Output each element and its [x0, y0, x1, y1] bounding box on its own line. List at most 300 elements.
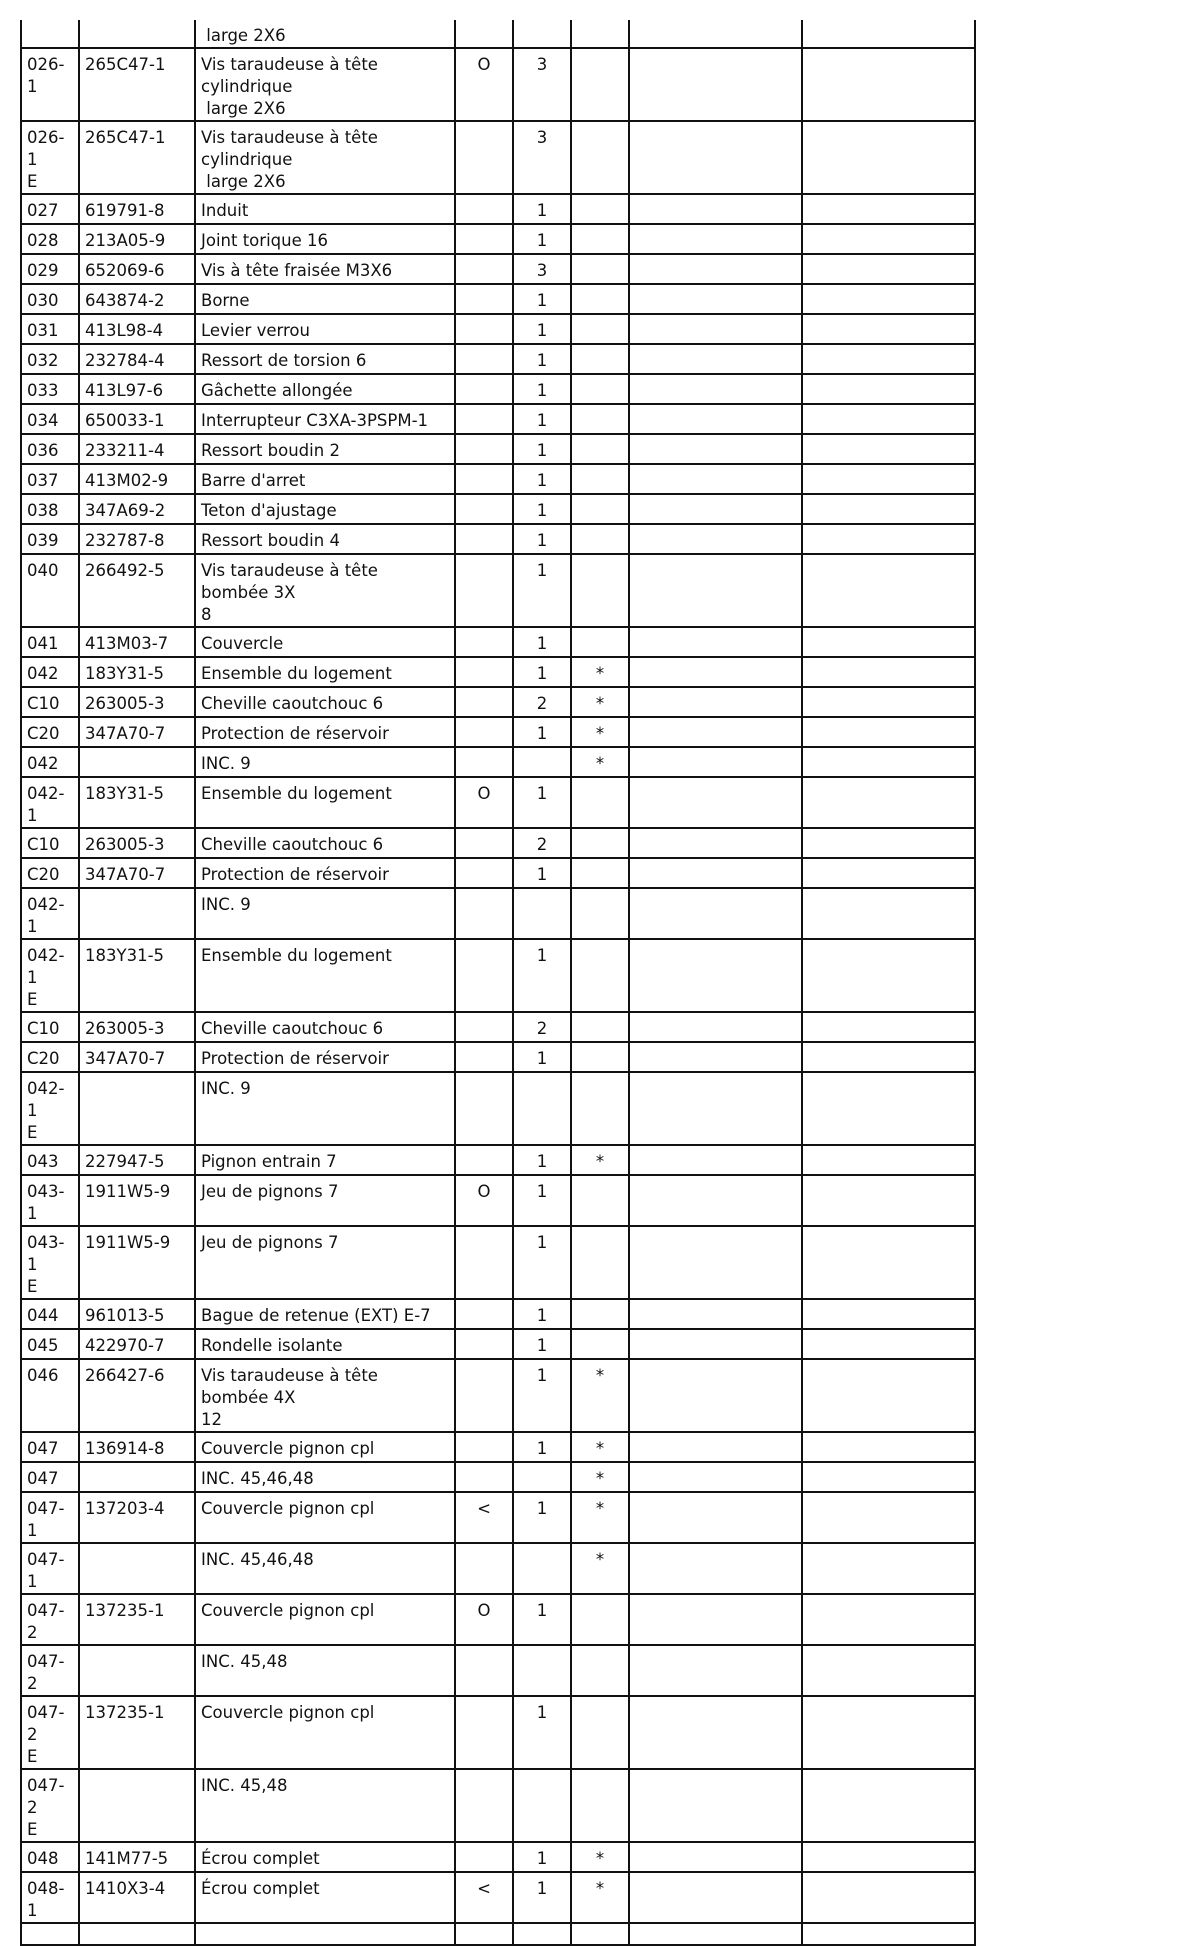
note-cell [629, 717, 802, 747]
option-mark [455, 1769, 513, 1842]
remark-cell [802, 1543, 975, 1594]
quantity [513, 1072, 571, 1145]
item-code: 026-1 E [21, 121, 79, 194]
quantity: 1 [513, 1175, 571, 1226]
change-mark [571, 194, 629, 224]
option-mark [455, 1432, 513, 1462]
remark-cell [802, 1145, 975, 1175]
table-row [21, 858, 975, 888]
description: Jeu de pignons 7 [195, 1226, 455, 1299]
parts-table-body [21, 20, 975, 1945]
change-mark [571, 1012, 629, 1042]
remark-cell [802, 1492, 975, 1543]
description: Ressort de torsion 6 [195, 344, 455, 374]
quantity: 1 [513, 284, 571, 314]
note-cell [629, 1299, 802, 1329]
note-cell [629, 1226, 802, 1299]
item-code: C10 [21, 687, 79, 717]
remark-cell [802, 1432, 975, 1462]
item-code: 042 [21, 657, 79, 687]
table-row [21, 524, 975, 554]
part-number: 213A05-9 [79, 224, 195, 254]
part-number [79, 1645, 195, 1696]
note-cell [629, 1145, 802, 1175]
part-number: 650033-1 [79, 404, 195, 434]
description: INC. 45,48 [195, 1769, 455, 1842]
option-mark [455, 858, 513, 888]
option-mark [455, 1462, 513, 1492]
quantity: 3 [513, 48, 571, 121]
change-mark [571, 314, 629, 344]
remark-cell [802, 687, 975, 717]
item-code: 045 [21, 1329, 79, 1359]
item-code: 048 [21, 1842, 79, 1872]
table-row [21, 888, 975, 939]
note-cell [629, 888, 802, 939]
option-mark [455, 404, 513, 434]
table-row [21, 224, 975, 254]
note-cell [629, 657, 802, 687]
note-cell [629, 1072, 802, 1145]
remark-cell [802, 1012, 975, 1042]
note-cell [629, 48, 802, 121]
part-number: 232784-4 [79, 344, 195, 374]
note-cell [629, 1359, 802, 1432]
description: Écrou complet [195, 1872, 455, 1923]
table-row [21, 194, 975, 224]
description: INC. 45,46,48 [195, 1543, 455, 1594]
note-cell [629, 828, 802, 858]
table-row [21, 1872, 975, 1923]
table-row [21, 657, 975, 687]
description: Cheville caoutchouc 6 [195, 828, 455, 858]
quantity: 1 [513, 858, 571, 888]
item-code: 027 [21, 194, 79, 224]
change-mark [571, 1072, 629, 1145]
option-mark [455, 194, 513, 224]
part-number: 413L97-6 [79, 374, 195, 404]
quantity: 1 [513, 1696, 571, 1769]
part-number: 263005-3 [79, 1012, 195, 1042]
change-mark [571, 1923, 629, 1945]
change-mark: * [571, 1492, 629, 1543]
part-number: 619791-8 [79, 194, 195, 224]
option-mark [455, 434, 513, 464]
remark-cell [802, 858, 975, 888]
change-mark [571, 858, 629, 888]
quantity: 1 [513, 939, 571, 1012]
option-mark [455, 1645, 513, 1696]
item-code: 042-1 E [21, 1072, 79, 1145]
quantity: 1 [513, 1226, 571, 1299]
remark-cell [802, 1072, 975, 1145]
part-number: 652069-6 [79, 254, 195, 284]
note-cell [629, 858, 802, 888]
table-row [21, 374, 975, 404]
part-number [79, 1543, 195, 1594]
quantity [513, 20, 571, 48]
item-code: 026-1 [21, 48, 79, 121]
item-code: 030 [21, 284, 79, 314]
parts-table [20, 20, 976, 1946]
change-mark [571, 939, 629, 1012]
table-row [21, 1145, 975, 1175]
note-cell [629, 404, 802, 434]
option-mark [455, 1359, 513, 1432]
part-number: 422970-7 [79, 1329, 195, 1359]
note-cell [629, 1645, 802, 1696]
part-number: 413L98-4 [79, 314, 195, 344]
option-mark: O [455, 777, 513, 828]
change-mark [571, 20, 629, 48]
remark-cell [802, 464, 975, 494]
part-number: 347A70-7 [79, 858, 195, 888]
part-number [79, 1923, 195, 1945]
remark-cell [802, 1175, 975, 1226]
description: Gâchette allongée [195, 374, 455, 404]
remark-cell [802, 374, 975, 404]
part-number: 1911W5-9 [79, 1226, 195, 1299]
change-mark [571, 1769, 629, 1842]
remark-cell [802, 434, 975, 464]
description: Vis à tête fraisée M3X6 [195, 254, 455, 284]
remark-cell [802, 554, 975, 627]
remark-cell [802, 194, 975, 224]
note-cell [629, 1329, 802, 1359]
change-mark: * [571, 1462, 629, 1492]
table-row [21, 254, 975, 284]
change-mark: * [571, 1359, 629, 1432]
quantity: 1 [513, 554, 571, 627]
note-cell [629, 554, 802, 627]
description: Cheville caoutchouc 6 [195, 687, 455, 717]
change-mark [571, 344, 629, 374]
note-cell [629, 1923, 802, 1945]
table-row [21, 1329, 975, 1359]
part-number [79, 1462, 195, 1492]
quantity: 1 [513, 224, 571, 254]
remark-cell [802, 494, 975, 524]
quantity [513, 1923, 571, 1945]
description: Protection de réservoir [195, 1042, 455, 1072]
option-mark [455, 464, 513, 494]
note-cell [629, 1872, 802, 1923]
quantity: 1 [513, 657, 571, 687]
item-code: 040 [21, 554, 79, 627]
remark-cell [802, 1462, 975, 1492]
part-number: 141M77-5 [79, 1842, 195, 1872]
option-mark: O [455, 48, 513, 121]
quantity: 1 [513, 404, 571, 434]
change-mark: * [571, 687, 629, 717]
quantity: 1 [513, 1872, 571, 1923]
remark-cell [802, 939, 975, 1012]
option-mark [455, 1543, 513, 1594]
table-row [21, 828, 975, 858]
option-mark [455, 939, 513, 1012]
quantity: 2 [513, 828, 571, 858]
option-mark [455, 888, 513, 939]
quantity: 1 [513, 374, 571, 404]
description: Ensemble du logement [195, 657, 455, 687]
note-cell [629, 687, 802, 717]
item-code: 042-1 E [21, 939, 79, 1012]
remark-cell [802, 48, 975, 121]
remark-cell [802, 284, 975, 314]
part-number: 1911W5-9 [79, 1175, 195, 1226]
quantity: 1 [513, 1492, 571, 1543]
table-row [21, 284, 975, 314]
quantity [513, 1769, 571, 1842]
option-mark [455, 1696, 513, 1769]
description: Levier verrou [195, 314, 455, 344]
quantity: 1 [513, 344, 571, 374]
table-row [21, 554, 975, 627]
option-mark [455, 121, 513, 194]
item-code: 039 [21, 524, 79, 554]
note-cell [629, 1462, 802, 1492]
table-row [21, 314, 975, 344]
description: Rondelle isolante [195, 1329, 455, 1359]
option-mark [455, 284, 513, 314]
quantity: 1 [513, 627, 571, 657]
change-mark [571, 1696, 629, 1769]
quantity: 1 [513, 717, 571, 747]
change-mark: * [571, 657, 629, 687]
change-mark [571, 1594, 629, 1645]
change-mark [571, 888, 629, 939]
table-row [21, 1226, 975, 1299]
remark-cell [802, 627, 975, 657]
part-number: 347A70-7 [79, 1042, 195, 1072]
remark-cell [802, 747, 975, 777]
item-code: C10 [21, 1012, 79, 1042]
item-code: 043-1 E [21, 1226, 79, 1299]
option-mark [455, 554, 513, 627]
note-cell [629, 1012, 802, 1042]
description: large 2X6 [195, 20, 455, 48]
note-cell [629, 464, 802, 494]
table-row [21, 48, 975, 121]
table-row [21, 404, 975, 434]
description: Cheville caoutchouc 6 [195, 1012, 455, 1042]
note-cell [629, 374, 802, 404]
table-row [21, 1432, 975, 1462]
option-mark [455, 254, 513, 284]
part-number: 643874-2 [79, 284, 195, 314]
part-number: 265C47-1 [79, 121, 195, 194]
description: Vis taraudeuse à tête cylindrique large 2X6 [195, 121, 455, 194]
item-code: 047-1 [21, 1543, 79, 1594]
note-cell [629, 1492, 802, 1543]
part-number: 137235-1 [79, 1594, 195, 1645]
option-mark: < [455, 1872, 513, 1923]
table-row [21, 687, 975, 717]
part-number: 347A69-2 [79, 494, 195, 524]
item-code: 038 [21, 494, 79, 524]
remark-cell [802, 254, 975, 284]
note-cell [629, 121, 802, 194]
change-mark [571, 524, 629, 554]
option-mark [455, 717, 513, 747]
quantity: 1 [513, 1594, 571, 1645]
table-row [21, 1072, 975, 1145]
option-mark [455, 1072, 513, 1145]
remark-cell [802, 404, 975, 434]
item-code: 029 [21, 254, 79, 284]
item-code: 043 [21, 1145, 79, 1175]
note-cell [629, 524, 802, 554]
note-cell [629, 494, 802, 524]
description: Couvercle pignon cpl [195, 1492, 455, 1543]
option-mark [455, 1012, 513, 1042]
quantity [513, 747, 571, 777]
remark-cell [802, 828, 975, 858]
remark-cell [802, 1329, 975, 1359]
note-cell [629, 224, 802, 254]
description: Protection de réservoir [195, 717, 455, 747]
quantity [513, 1462, 571, 1492]
remark-cell [802, 1696, 975, 1769]
item-code: 042-1 [21, 777, 79, 828]
part-number [79, 1072, 195, 1145]
option-mark [455, 494, 513, 524]
table-row [21, 1594, 975, 1645]
item-code: 033 [21, 374, 79, 404]
option-mark: < [455, 1492, 513, 1543]
item-code: 047-2 [21, 1594, 79, 1645]
quantity: 1 [513, 1299, 571, 1329]
description: INC. 45,46,48 [195, 1462, 455, 1492]
quantity: 1 [513, 1359, 571, 1432]
change-mark [571, 48, 629, 121]
change-mark [571, 464, 629, 494]
description: Borne [195, 284, 455, 314]
description: Ensemble du logement [195, 939, 455, 1012]
change-mark [571, 284, 629, 314]
quantity: 1 [513, 494, 571, 524]
quantity [513, 888, 571, 939]
option-mark [455, 20, 513, 48]
description: INC. 9 [195, 747, 455, 777]
note-cell [629, 194, 802, 224]
change-mark [571, 404, 629, 434]
remark-cell [802, 1226, 975, 1299]
part-number: 183Y31-5 [79, 777, 195, 828]
change-mark [571, 1645, 629, 1696]
option-mark [455, 747, 513, 777]
note-cell [629, 627, 802, 657]
quantity: 1 [513, 1042, 571, 1072]
remark-cell [802, 224, 975, 254]
option-mark [455, 657, 513, 687]
part-number: 263005-3 [79, 828, 195, 858]
item-code: 031 [21, 314, 79, 344]
option-mark [455, 224, 513, 254]
remark-cell [802, 1042, 975, 1072]
table-row [21, 747, 975, 777]
item-code: 037 [21, 464, 79, 494]
item-code: 048-1 [21, 1872, 79, 1923]
note-cell [629, 1696, 802, 1769]
part-number: 136914-8 [79, 1432, 195, 1462]
description: Jeu de pignons 7 [195, 1175, 455, 1226]
part-number: 227947-5 [79, 1145, 195, 1175]
option-mark [455, 687, 513, 717]
quantity: 1 [513, 1432, 571, 1462]
table-row [21, 494, 975, 524]
part-number: 413M02-9 [79, 464, 195, 494]
change-mark [571, 434, 629, 464]
change-mark [571, 374, 629, 404]
description: Couvercle [195, 627, 455, 657]
item-code: 028 [21, 224, 79, 254]
description: Ensemble du logement [195, 777, 455, 828]
table-row [21, 939, 975, 1012]
change-mark: * [571, 1872, 629, 1923]
quantity [513, 1645, 571, 1696]
quantity: 1 [513, 194, 571, 224]
description: Vis taraudeuse à tête bombée 4X 12 [195, 1359, 455, 1432]
change-mark [571, 1042, 629, 1072]
part-number: 413M03-7 [79, 627, 195, 657]
option-mark [455, 374, 513, 404]
item-code: 042-1 [21, 888, 79, 939]
remark-cell [802, 717, 975, 747]
change-mark [571, 121, 629, 194]
description: Ressort boudin 2 [195, 434, 455, 464]
part-number [79, 747, 195, 777]
option-mark [455, 1329, 513, 1359]
change-mark [571, 777, 629, 828]
quantity: 3 [513, 254, 571, 284]
change-mark: * [571, 717, 629, 747]
option-mark [455, 627, 513, 657]
option-mark [455, 828, 513, 858]
note-cell [629, 1594, 802, 1645]
item-code: 047-2 [21, 1645, 79, 1696]
table-row [21, 1299, 975, 1329]
item-code: C10 [21, 828, 79, 858]
note-cell [629, 1042, 802, 1072]
remark-cell [802, 1359, 975, 1432]
table-row [21, 434, 975, 464]
option-mark [455, 344, 513, 374]
description: Pignon entrain 7 [195, 1145, 455, 1175]
table-row [21, 20, 975, 48]
change-mark [571, 554, 629, 627]
item-code: 041 [21, 627, 79, 657]
description: Induit [195, 194, 455, 224]
item-code: C20 [21, 858, 79, 888]
description: Teton d'ajustage [195, 494, 455, 524]
table-row [21, 777, 975, 828]
description: Écrou complet [195, 1842, 455, 1872]
change-mark [571, 224, 629, 254]
item-code: C20 [21, 1042, 79, 1072]
remark-cell [802, 777, 975, 828]
item-code [21, 20, 79, 48]
note-cell [629, 939, 802, 1012]
change-mark: * [571, 1145, 629, 1175]
description: INC. 9 [195, 888, 455, 939]
description: Couvercle pignon cpl [195, 1594, 455, 1645]
description: INC. 9 [195, 1072, 455, 1145]
part-number: 183Y31-5 [79, 657, 195, 687]
quantity: 2 [513, 687, 571, 717]
table-row [21, 1462, 975, 1492]
table-row [21, 464, 975, 494]
